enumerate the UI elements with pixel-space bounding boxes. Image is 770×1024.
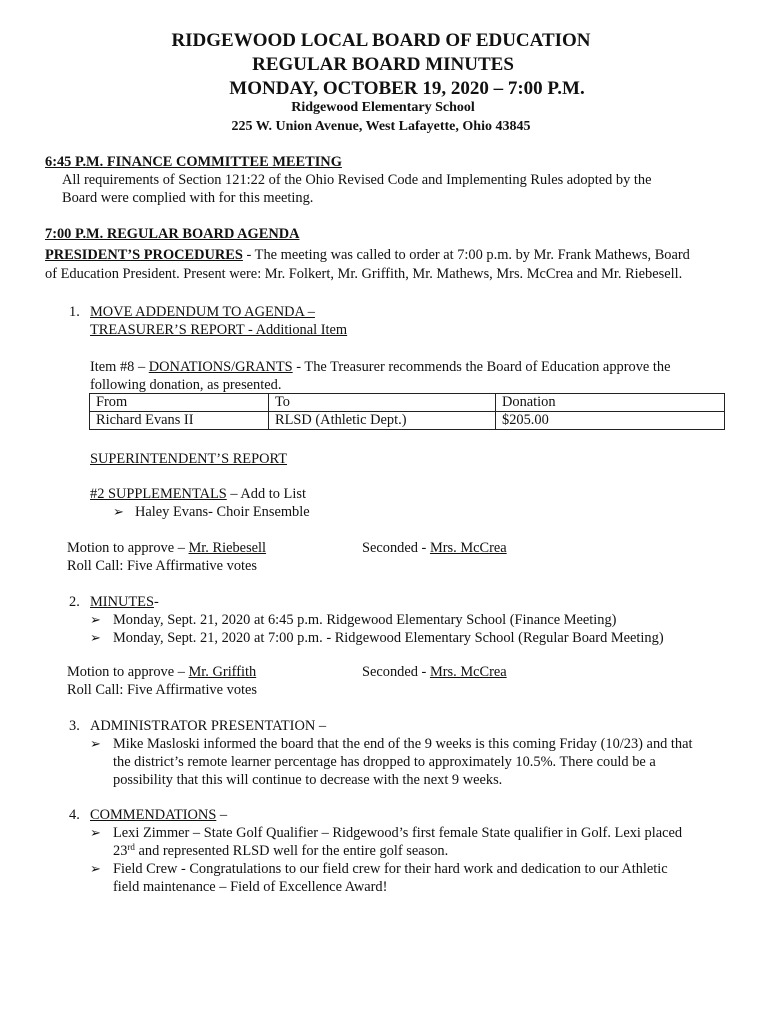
minutes-bullet-1: Monday, Sept. 21, 2020 at 6:45 p.m. Ridgewood Elementary School (Finance Meeting) [113, 612, 617, 628]
item2-rollcall: Roll Call: Five Affirmative votes [67, 682, 257, 698]
item1-rollcall: Roll Call: Five Affirmative votes [67, 558, 257, 574]
minutes-label: MINUTES [90, 594, 154, 610]
commendation1-rest: and represented RLSD well for the entire golf season. [134, 843, 449, 859]
second-prefix: Seconded - [362, 664, 430, 680]
commendation2-line1: Field Crew - Congratulations to our field crew for their hard work and dedication to our Athletic [113, 861, 668, 877]
header-donation: Donation [496, 394, 725, 412]
item3-title: ADMINISTRATOR PRESENTATION – [90, 718, 327, 734]
meeting-location: Ridgewood Elementary School [291, 100, 475, 115]
commendations-dash: – [216, 807, 228, 823]
cell-from: Richard Evans II [90, 412, 269, 430]
header-from: From [90, 394, 269, 412]
minutes-dash: - [153, 594, 159, 610]
donation-table [89, 393, 725, 430]
table-row [90, 412, 725, 430]
item1-seconded [362, 539, 507, 557]
supplementals-line [90, 485, 306, 503]
second-prefix: Seconded - [362, 540, 430, 556]
item2-number: 2. [69, 594, 80, 610]
bullet-arrow-icon: ➢ [90, 612, 101, 627]
item1-title-line2: TREASURER’S REPORT - Additional Item [90, 322, 348, 338]
item8-line [90, 358, 670, 376]
donation-table-header [90, 394, 725, 412]
motion-prefix: Motion to approve – [67, 664, 189, 680]
item1-title-line1: MOVE ADDENDUM TO AGENDA – [90, 304, 315, 320]
finance-text-line2: Board were complied with for this meeting. [62, 190, 314, 206]
donations-label: DONATIONS/GRANTS [148, 359, 293, 375]
supplemental-item: Haley Evans- Choir Ensemble [135, 504, 310, 520]
placement-suffix: rd [127, 842, 135, 852]
supplementals-text: – Add to List [226, 486, 306, 502]
bullet-arrow-icon: ➢ [113, 504, 124, 519]
minutes-title: REGULAR BOARD MINUTES [252, 54, 514, 75]
agenda-heading: 7:00 P.M. REGULAR BOARD AGENDA [45, 226, 300, 242]
item2-title-line [90, 593, 159, 611]
item4-title-line [90, 806, 227, 824]
commendation1-line2 [113, 842, 448, 860]
president-text-line2: of Education President. Present were: Mr. Folkert, Mr. Griffith, Mr. Mathews, Mrs. McCrea and Mr. Riebesell. [45, 266, 683, 282]
bullet-arrow-icon: ➢ [90, 736, 101, 751]
minutes-bullet-2: Monday, Sept. 21, 2020 at 7:00 p.m. - Ridgewood Elementary School (Regular Board Meeting) [113, 630, 664, 646]
cell-donation: $205.00 [496, 412, 725, 430]
presentation-line1: Mike Masloski informed the board that the end of the 9 weeks is this coming Friday (10/23) and that [113, 736, 693, 752]
commendations-label: COMMENDATIONS [90, 807, 217, 823]
header-to: To [269, 394, 496, 412]
board-title: RIDGEWOOD LOCAL BOARD OF EDUCATION [171, 30, 591, 51]
item4-number: 4. [69, 807, 80, 823]
finance-text-line1: All requirements of Section 121:22 of the Ohio Revised Code and Implementing Rules adopted by the [62, 172, 652, 188]
finance-heading: 6:45 P.M. FINANCE COMMITTEE MEETING [45, 154, 342, 170]
supplementals-label: #2 SUPPLEMENTALS [90, 486, 227, 502]
commendation2-line2: field maintenance – Field of Excellence Award! [113, 879, 388, 895]
meeting-date: MONDAY, OCTOBER 19, 2020 – 7:00 P.M. [229, 78, 585, 99]
president-label: PRESIDENT’S PROCEDURES [45, 247, 243, 263]
item8-prefix: Item #8 – [90, 359, 149, 375]
bullet-arrow-icon: ➢ [90, 630, 101, 645]
second-name: Mrs. McCrea [429, 540, 507, 556]
president-procedures [45, 246, 690, 264]
superintendent-report: SUPERINTENDENT’S REPORT [90, 451, 288, 467]
cell-to: RLSD (Athletic Dept.) [269, 412, 496, 430]
item1-motion [67, 539, 266, 557]
bullet-arrow-icon: ➢ [90, 825, 101, 840]
motion-prefix: Motion to approve – [67, 540, 189, 556]
item1-number: 1. [69, 304, 80, 320]
presentation-line3: possibility that this will continue to decrease with the next 9 weeks. [113, 772, 503, 788]
item2-seconded [362, 663, 507, 681]
commendation1-line1: Lexi Zimmer – State Golf Qualifier – Ridgewood’s first female State qualifier in Golf. Lexi placed [113, 825, 683, 841]
item2-motion [67, 663, 256, 681]
presentation-line2: the district’s remote learner percentage has dropped to approximately 10.5%. There could be a [113, 754, 656, 770]
item8-text: - The Treasurer recommends the Board of Education approve the [292, 359, 671, 375]
motion-name: Mr. Griffith [188, 664, 257, 680]
placement-number: 23 [113, 843, 128, 859]
president-text: - The meeting was called to order at 7:00 p.m. by Mr. Frank Mathews, Board [242, 247, 690, 263]
bullet-arrow-icon: ➢ [90, 861, 101, 876]
meeting-address: 225 W. Union Avenue, West Lafayette, Ohio 43845 [231, 119, 531, 134]
item3-number: 3. [69, 718, 80, 734]
item8-line2: following donation, as presented. [90, 377, 282, 393]
motion-name: Mr. Riebesell [188, 540, 267, 556]
second-name: Mrs. McCrea [429, 664, 507, 680]
